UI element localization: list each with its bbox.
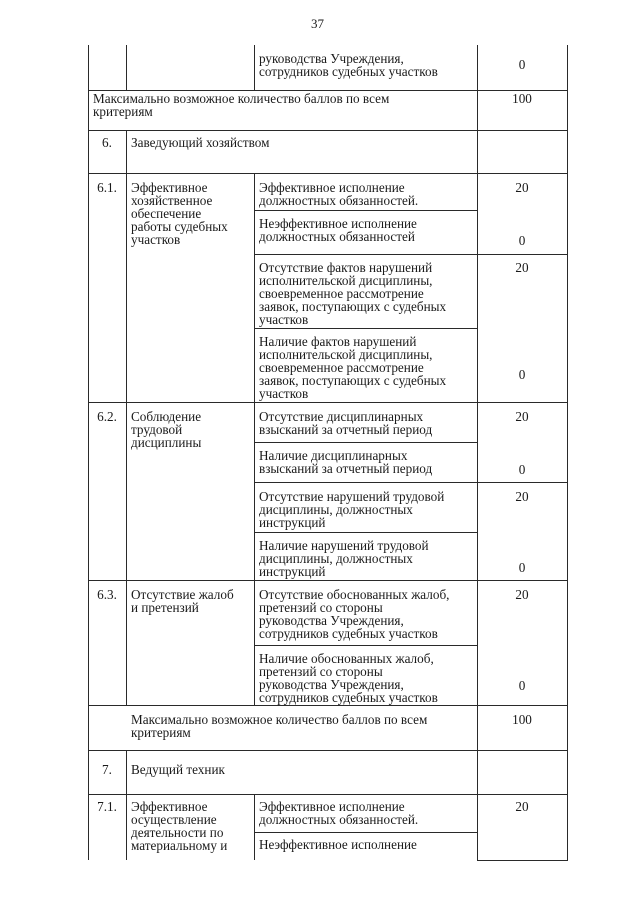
grid-line bbox=[254, 532, 477, 533]
grid-line bbox=[254, 482, 568, 483]
criterion-text: Наличие нарушений трудовой дисциплины, должностных инструкций bbox=[259, 538, 429, 579]
criterion-text: Отсутствие обоснованных жалоб, претензий со стороны руководства Учреждения, сотрудников судебных участков bbox=[259, 587, 450, 641]
score-value: 0 bbox=[518, 678, 526, 693]
grid-line bbox=[254, 254, 568, 255]
section-title: Заведующий хозяйством bbox=[131, 135, 270, 150]
section-title: Ведущий техник bbox=[131, 762, 225, 777]
grid-line bbox=[254, 45, 255, 90]
criterion-text: руководства Учреждения, сотрудников судебных участков bbox=[259, 51, 438, 79]
criterion-text: Неэффективное исполнение bbox=[259, 837, 417, 852]
criterion-text: Эффективное исполнение должностных обязанностей. bbox=[259, 799, 419, 827]
criterion-text: Отсутствие нарушений трудовой дисциплины, должностных инструкций bbox=[259, 489, 445, 530]
grid-line bbox=[126, 750, 127, 860]
page-number: 37 bbox=[311, 16, 324, 31]
grid-line bbox=[88, 45, 89, 860]
max-score-value: 100 bbox=[512, 91, 532, 106]
grid-line bbox=[477, 860, 568, 861]
criterion-text: Наличие обоснованных жалоб, претензий со стороны руководства Учреждения, сотрудников судебных участков bbox=[259, 651, 438, 705]
grid-line bbox=[88, 402, 568, 403]
score-value: 0 bbox=[518, 233, 526, 248]
grid-line bbox=[254, 832, 477, 833]
grid-line bbox=[88, 580, 568, 581]
criterion-text: Наличие фактов нарушений исполнительской дисциплины, своевременное рассмотрение заявок, поступающих с судебных участков bbox=[259, 334, 447, 401]
score-value: 20 bbox=[515, 180, 529, 195]
score-value: 20 bbox=[515, 799, 529, 814]
indicator-index: 6.3. bbox=[97, 587, 117, 602]
indicator-index: 6.2. bbox=[97, 409, 117, 424]
criterion-text: Наличие дисциплинарных взысканий за отчетный период bbox=[259, 448, 433, 476]
section-index: 7. bbox=[102, 762, 112, 777]
score-value: 20 bbox=[515, 409, 529, 424]
grid-line bbox=[88, 173, 568, 174]
grid-line bbox=[254, 794, 255, 860]
grid-line bbox=[88, 130, 568, 131]
grid-line bbox=[254, 173, 255, 705]
grid-line bbox=[254, 442, 477, 443]
score-value: 20 bbox=[515, 260, 529, 275]
max-score-label: Максимально возможное количество баллов по всем критериям bbox=[131, 712, 428, 740]
grid-line bbox=[88, 794, 568, 795]
criterion-text: Эффективное исполнение должностных обязанностей. bbox=[259, 180, 419, 208]
grid-line bbox=[254, 645, 477, 646]
max-score-label: Максимально возможное количество баллов по всем критериям bbox=[93, 91, 390, 119]
section-index: 6. bbox=[102, 135, 112, 150]
grid-line bbox=[88, 705, 568, 706]
score-value: 0 bbox=[518, 560, 526, 575]
criterion-text: Отсутствие дисциплинарных взысканий за отчетный период bbox=[259, 409, 433, 437]
indicator-text: Эффективное осуществление деятельности по материальному и bbox=[131, 799, 228, 853]
indicator-text: Отсутствие жалоб и претензий bbox=[131, 587, 234, 615]
criterion-text: Неэффективное исполнение должностных обязанностей bbox=[259, 216, 417, 244]
indicator-text: Соблюдение трудовой дисциплины bbox=[131, 409, 202, 450]
score-value: 0 bbox=[518, 57, 526, 72]
grid-line bbox=[567, 45, 568, 860]
grid-line bbox=[254, 328, 477, 329]
max-score-value: 100 bbox=[512, 712, 532, 727]
grid-line bbox=[88, 750, 568, 751]
indicator-index: 6.1. bbox=[97, 180, 117, 195]
score-value: 20 bbox=[515, 489, 529, 504]
score-value: 20 bbox=[515, 587, 529, 602]
indicator-index: 7.1. bbox=[97, 799, 117, 814]
grid-line bbox=[254, 210, 477, 211]
grid-line bbox=[126, 130, 127, 705]
criterion-text: Отсутствие фактов нарушений исполнительской дисциплины, своевременное рассмотрение заявок, поступающих с судебных участков bbox=[259, 260, 447, 327]
grid-line bbox=[477, 45, 478, 860]
score-value: 0 bbox=[518, 462, 526, 477]
score-value: 0 bbox=[518, 367, 526, 382]
indicator-text: Эффективное хозяйственное обеспечение работы судебных участков bbox=[131, 180, 228, 247]
grid-line bbox=[126, 45, 127, 90]
